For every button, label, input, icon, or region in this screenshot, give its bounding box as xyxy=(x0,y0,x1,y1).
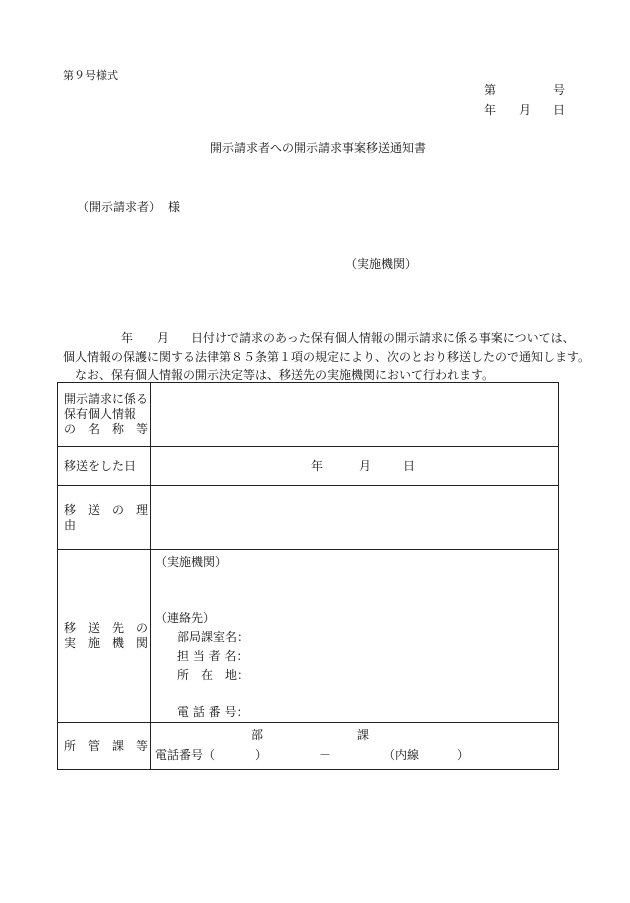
label-reason: 移 送 の 理 由 xyxy=(64,502,161,532)
label-cell-info-name xyxy=(58,383,151,447)
date-day: 日 xyxy=(553,103,566,117)
label-responsible: 所 管 課 等 xyxy=(64,738,149,753)
responsible-ka: 課 xyxy=(357,728,370,742)
doc-number-suffix: 号 xyxy=(553,83,566,97)
date-month: 月 xyxy=(519,103,532,117)
value-cell-reason xyxy=(151,486,559,550)
document-title: 開示請求者への開示請求事案移送通知書 xyxy=(210,141,427,155)
destination-phone-label: 電 話 番 号： xyxy=(177,705,249,719)
label-cell-responsible xyxy=(58,723,151,770)
destination-agency-label: （実施機関） xyxy=(155,555,228,569)
responsible-phone-open: 電話番号（ xyxy=(155,748,216,762)
table-row-destination xyxy=(58,550,559,723)
label-cell-reason xyxy=(58,486,161,550)
destination-dept-label: 部局課室名： xyxy=(177,630,250,644)
transfer-day: 日 xyxy=(403,459,416,473)
table-row-responsible xyxy=(58,723,559,770)
table-row-info-name xyxy=(58,383,559,447)
table-row-reason xyxy=(58,486,559,550)
form-number: 第９号様式 xyxy=(63,69,118,82)
destination-contact-label: （連絡先） xyxy=(155,611,216,625)
body-line-3: なお、保有個人情報の開示決定等は、移送先の実施機関において行われます。 xyxy=(75,368,495,382)
value-cell-transfer-date xyxy=(151,447,559,486)
sender-label: （実施機関） xyxy=(345,257,418,271)
responsible-dash: － xyxy=(319,748,332,762)
body-date-year: 年 xyxy=(121,331,134,345)
label-cell-destination xyxy=(58,550,151,723)
transfer-info-table xyxy=(57,382,559,770)
date-year: 年 xyxy=(484,103,497,117)
label-line: 開示請求に係る xyxy=(64,392,149,406)
addressee-honorific: 様 xyxy=(168,200,181,214)
label-line: 移 送 先 の xyxy=(64,621,149,635)
responsible-phone-close: ） xyxy=(255,748,268,762)
value-cell-responsible xyxy=(151,723,559,770)
body-line-1: 日付けで請求のあった保有個人情報の開示請求に係る事案については、 xyxy=(191,331,575,345)
body-line-2: 個人情報の保護に関する法律第８５条第１項の規定により、次のとおり移送したので通知します。 xyxy=(63,350,591,364)
label-line: 保有個人情報 xyxy=(64,407,137,421)
label-line: 実 施 機 関 xyxy=(64,636,149,650)
responsible-ext-open: （内線 xyxy=(383,748,420,762)
destination-person-label: 担 当 者 名： xyxy=(177,649,249,663)
responsible-ext-close: ） xyxy=(457,748,470,762)
table-row-transfer-date xyxy=(58,447,559,486)
value-cell-destination xyxy=(151,550,559,723)
label-line: の 名 称 等 xyxy=(64,422,149,436)
destination-address-label: 所 在 地： xyxy=(177,668,250,682)
value-cell-info-name xyxy=(151,383,559,447)
addressee-label: （開示請求者） xyxy=(77,200,162,214)
body-date-month: 月 xyxy=(157,331,170,345)
label-transfer-date: 移送をした日 xyxy=(64,458,137,473)
responsible-bu: 部 xyxy=(251,728,264,742)
label-cell-transfer-date xyxy=(58,447,151,486)
transfer-year: 年 xyxy=(311,459,324,473)
doc-number-prefix: 第 xyxy=(484,83,497,97)
transfer-month: 月 xyxy=(359,459,372,473)
